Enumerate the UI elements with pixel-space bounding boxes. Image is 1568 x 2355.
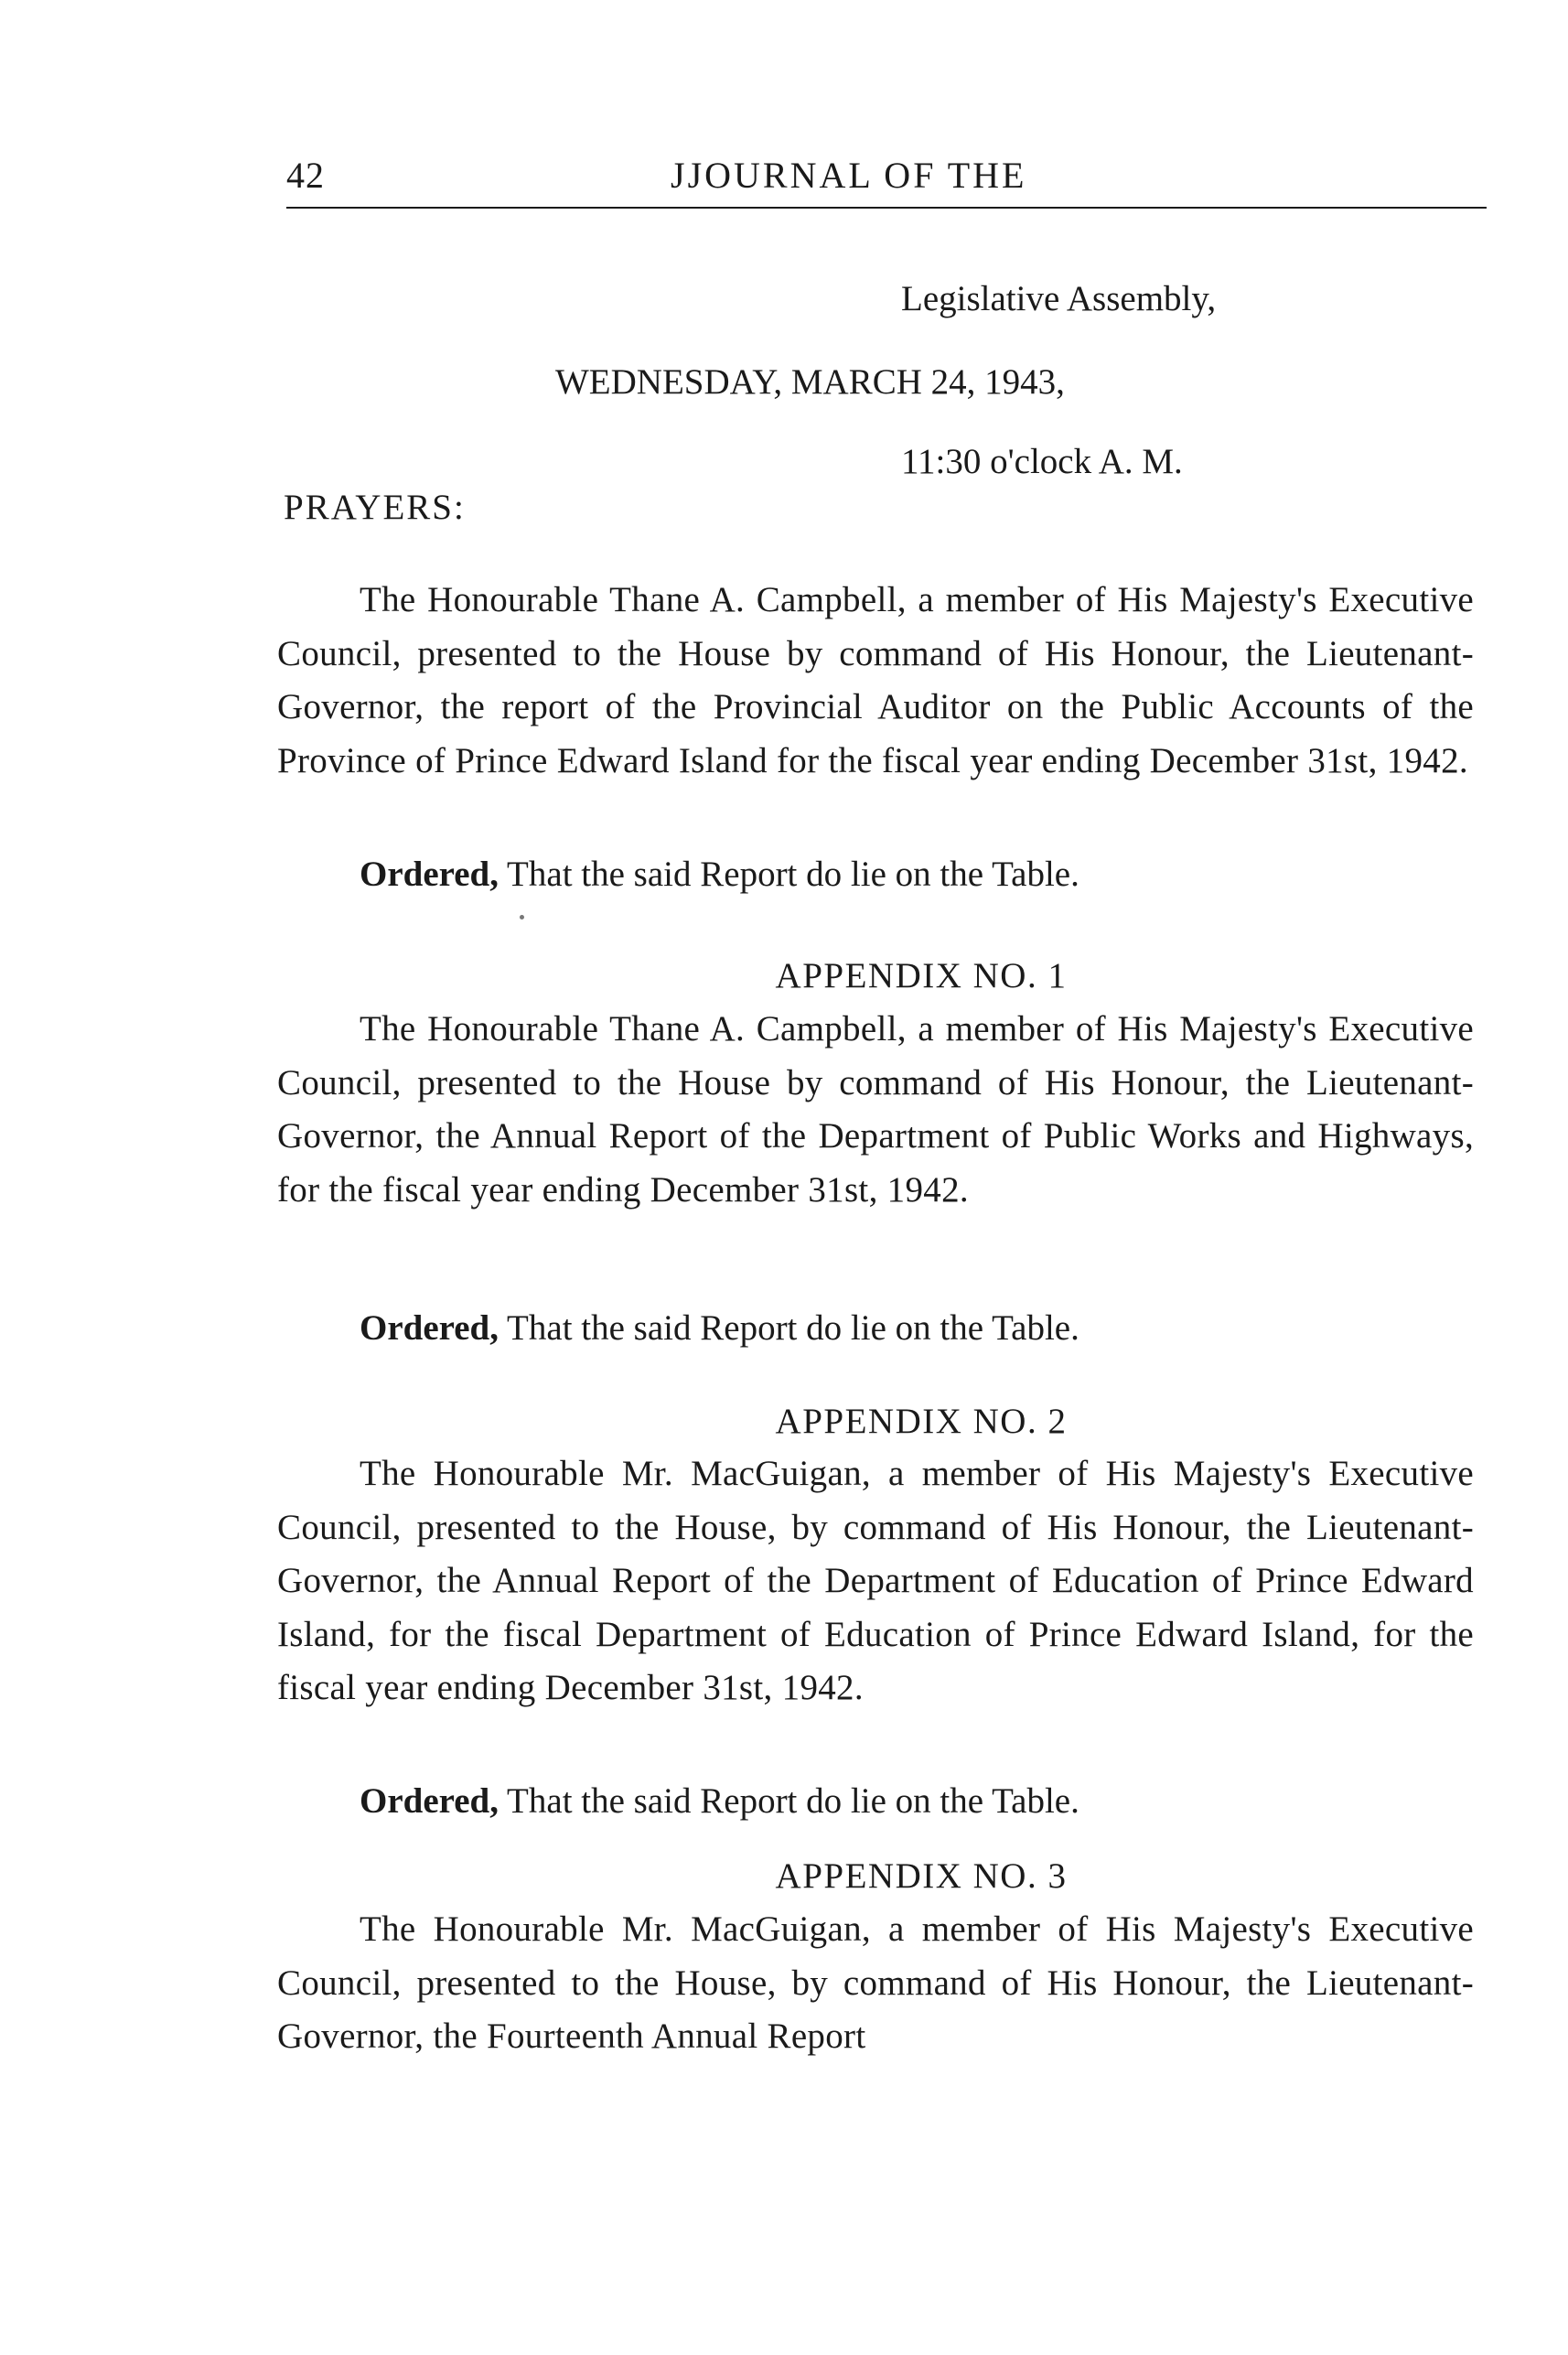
prayers-heading: PRAYERS: — [284, 488, 466, 527]
ordered-label: Ordered, — [360, 1781, 499, 1821]
page-speck — [520, 915, 524, 919]
appendix-heading: APPENDIX NO. 2 — [775, 1402, 1068, 1441]
page-header — [286, 154, 1487, 210]
header-rule — [286, 207, 1487, 209]
ordered-line — [360, 1307, 1079, 1350]
appendix-heading: APPENDIX NO. 3 — [775, 1856, 1068, 1896]
page-number: 42 — [286, 155, 325, 196]
ordered-text: That the said Report do lie on the Table. — [499, 855, 1079, 894]
ordered-label: Ordered, — [360, 855, 499, 894]
appendix-paragraph: The Honourable Thane A. Campbell, a member of His Majesty's Executive Council, presented to the House by command of His Honour, the Lieutenant-Governor, the Annual Report of the Department of Public Works and Highways, for the fiscal year ending December 31st, 1942. — [277, 1009, 1474, 1210]
ordered-line — [360, 1780, 1079, 1823]
appendix-paragraph: The Honourable Mr. MacGuigan, a member of His Majesty's Executive Council, presented to the House, by command of His Honour, the Lieutenant-Governor, the Annual Report of the Department of Education of Prince Edward Island, for the fiscal Department of Education of Prince Edward Island, for the fiscal year ending December 31st, 1942. — [277, 1454, 1474, 1707]
running-title: JJOURNAL OF THE — [671, 155, 1027, 196]
assembly-line: Legislative Assembly, — [901, 279, 1217, 318]
auditor-report-paragraph: The Honourable Thane A. Campbell, a member of His Majesty's Executive Council, presented to the House by command of His Honour, the Lieutenant-Governor, the report of the Provincial Auditor on the Public Accounts of the Province of Prince Edward Island for the fiscal year ending December 31st, 1942. — [277, 580, 1474, 780]
date-line: WEDNESDAY, MARCH 24, 1943, — [555, 362, 1065, 402]
appendix-paragraph: The Honourable Mr. MacGuigan, a member of His Majesty's Executive Council, presented to the House, by command of His Honour, the Lieutenant-Governor, the Fourteenth Annual Report — [277, 1909, 1474, 2056]
time-line: 11:30 o'clock A. M. — [901, 442, 1183, 481]
appendix-heading: APPENDIX NO. 1 — [775, 956, 1068, 995]
ordered-label: Ordered, — [360, 1308, 499, 1348]
ordered-text: That the said Report do lie on the Table. — [499, 1781, 1079, 1821]
ordered-text: That the said Report do lie on the Table. — [499, 1308, 1079, 1348]
ordered-line — [360, 853, 1079, 897]
